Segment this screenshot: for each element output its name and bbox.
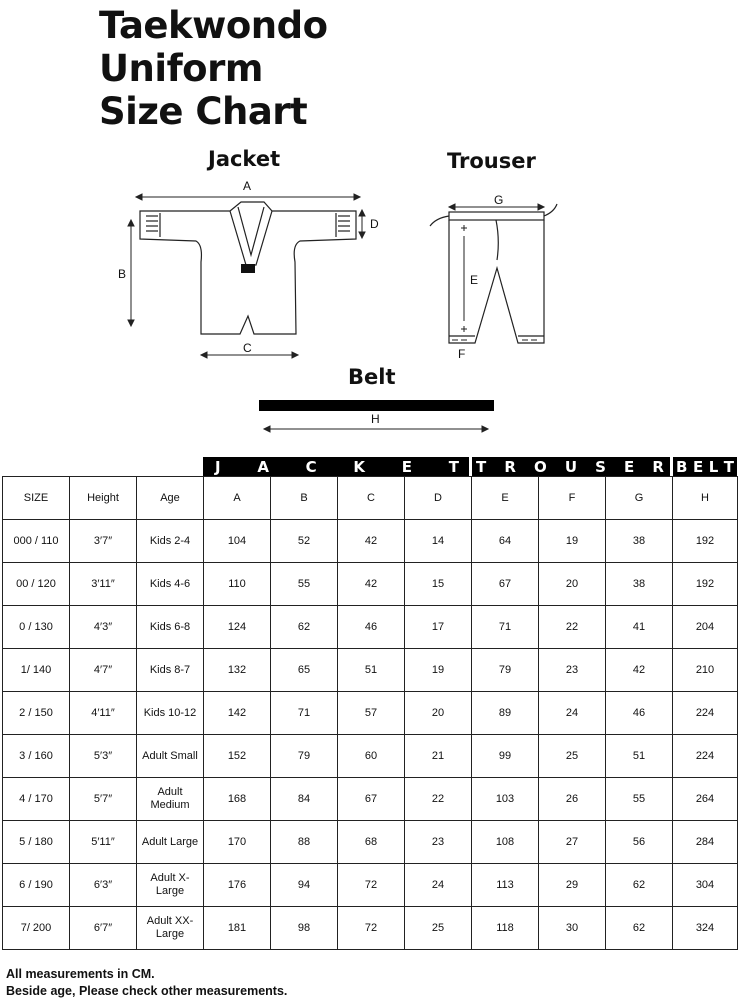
table-cell: 181 xyxy=(204,907,271,950)
table-cell: 79 xyxy=(271,735,338,778)
trouser-header-letter: O xyxy=(533,457,547,476)
trouser-header-letter: S xyxy=(595,457,606,476)
trouser-header-letter: R xyxy=(652,457,664,476)
table-cell: 104 xyxy=(204,520,271,563)
table-cell: 4′11″ xyxy=(70,692,137,735)
dim-label-b: B xyxy=(118,267,127,281)
table-cell: Adult X- Large xyxy=(137,864,204,907)
table-cell: 65 xyxy=(271,649,338,692)
belt-header-letter: E xyxy=(692,457,704,476)
table-cell: 6′3″ xyxy=(70,864,137,907)
table-cell: 3′11″ xyxy=(70,563,137,606)
table-row xyxy=(3,821,738,864)
table-cell: 67 xyxy=(338,778,405,821)
table-cell: 67 xyxy=(472,563,539,606)
table-cell: 1/ 140 xyxy=(3,649,70,692)
dim-label-e: E xyxy=(470,273,479,287)
table-cell: 324 xyxy=(673,907,738,950)
table-cell: 56 xyxy=(606,821,673,864)
table-row xyxy=(3,778,738,821)
table-cell: Kids 6-8 xyxy=(137,606,204,649)
table-cell: 25 xyxy=(405,907,472,950)
table-cell: 14 xyxy=(405,520,472,563)
belt-header-letter: L xyxy=(708,457,719,476)
table-cell: 4′7″ xyxy=(70,649,137,692)
column-header: A xyxy=(204,477,271,520)
table-cell: 19 xyxy=(539,520,606,563)
table-cell: 118 xyxy=(472,907,539,950)
dim-label-g: G xyxy=(494,193,504,207)
table-row xyxy=(3,649,738,692)
table-cell: 84 xyxy=(271,778,338,821)
jacket-header-letter: A xyxy=(257,457,269,476)
belt-bar xyxy=(259,400,494,411)
jacket-header-letter: T xyxy=(448,457,459,476)
belt-header-letter: B xyxy=(676,457,688,476)
trouser-label: Trouser xyxy=(447,149,536,173)
table-cell: 108 xyxy=(472,821,539,864)
table-cell: 132 xyxy=(204,649,271,692)
table-cell: 24 xyxy=(405,864,472,907)
table-cell: 224 xyxy=(673,692,738,735)
table-cell: 38 xyxy=(606,520,673,563)
table-cell: Kids 2-4 xyxy=(137,520,204,563)
dim-label-d: D xyxy=(370,217,379,231)
trouser-group-header xyxy=(472,457,670,476)
table-cell: 30 xyxy=(539,907,606,950)
table-cell: 27 xyxy=(539,821,606,864)
column-header: Age xyxy=(137,477,204,520)
table-cell: 24 xyxy=(539,692,606,735)
table-cell: 51 xyxy=(338,649,405,692)
footnote-age: Beside age, Please check other measurements. xyxy=(6,984,288,998)
table-cell: 89 xyxy=(472,692,539,735)
table-cell: 5′11″ xyxy=(70,821,137,864)
table-cell: 55 xyxy=(606,778,673,821)
dim-label-h: H xyxy=(371,412,380,426)
table-cell: 46 xyxy=(606,692,673,735)
table-cell: 57 xyxy=(338,692,405,735)
jacket-belt-knot xyxy=(241,264,255,273)
table-cell: 210 xyxy=(673,649,738,692)
belt-label: Belt xyxy=(348,365,396,389)
table-cell: 0 / 130 xyxy=(3,606,70,649)
table-row xyxy=(3,907,738,950)
table-cell: 4 / 170 xyxy=(3,778,70,821)
table-cell: 25 xyxy=(539,735,606,778)
table-cell: 72 xyxy=(338,907,405,950)
table-cell: 41 xyxy=(606,606,673,649)
table-cell: Kids 4-6 xyxy=(137,563,204,606)
table-cell: 6 / 190 xyxy=(3,864,70,907)
table-cell: 98 xyxy=(271,907,338,950)
table-cell: 5′3″ xyxy=(70,735,137,778)
table-cell: 168 xyxy=(204,778,271,821)
trouser-details xyxy=(452,225,537,340)
column-header: E xyxy=(472,477,539,520)
size-chart-table xyxy=(2,476,738,950)
jacket-header-letter: J xyxy=(215,457,221,476)
table-cell: 38 xyxy=(606,563,673,606)
title-line-3: Size Chart xyxy=(99,90,308,133)
table-cell: 142 xyxy=(204,692,271,735)
trouser-header-letter: R xyxy=(504,457,516,476)
table-cell: 264 xyxy=(673,778,738,821)
trouser-drawing xyxy=(430,204,557,343)
table-cell: 7/ 200 xyxy=(3,907,70,950)
header-row xyxy=(3,477,738,520)
table-cell: 88 xyxy=(271,821,338,864)
trouser-header-letter: E xyxy=(624,457,635,476)
table-cell: 000 / 110 xyxy=(3,520,70,563)
table-row xyxy=(3,692,738,735)
table-cell: Adult Large xyxy=(137,821,204,864)
table-cell: 152 xyxy=(204,735,271,778)
title-line-2: Uniform xyxy=(99,47,263,90)
column-header: C xyxy=(338,477,405,520)
table-cell: 71 xyxy=(472,606,539,649)
table-cell: 124 xyxy=(204,606,271,649)
footnote-units: All measurements in CM. xyxy=(6,967,155,981)
table-cell: Adult Small xyxy=(137,735,204,778)
table-cell: 26 xyxy=(539,778,606,821)
table-cell: 22 xyxy=(539,606,606,649)
table-cell: Adult XX- Large xyxy=(137,907,204,950)
table-cell: 103 xyxy=(472,778,539,821)
table-row xyxy=(3,520,738,563)
table-cell: 46 xyxy=(338,606,405,649)
table-cell: 55 xyxy=(271,563,338,606)
table-cell: 2 / 150 xyxy=(3,692,70,735)
table-cell: 113 xyxy=(472,864,539,907)
table-cell: Kids 8-7 xyxy=(137,649,204,692)
table-cell: 17 xyxy=(405,606,472,649)
table-cell: 192 xyxy=(673,563,738,606)
table-cell: 3′7″ xyxy=(70,520,137,563)
column-header: H xyxy=(673,477,738,520)
jacket-header-letter: C xyxy=(305,457,317,476)
table-row xyxy=(3,864,738,907)
trouser-header-letter: U xyxy=(564,457,578,476)
jacket-group-header xyxy=(203,457,469,476)
jacket-header-letter: K xyxy=(353,457,366,476)
table-cell: 42 xyxy=(606,649,673,692)
table-cell: 192 xyxy=(673,520,738,563)
table-cell: 23 xyxy=(405,821,472,864)
title-line-1: Taekwondo xyxy=(99,4,328,47)
table-cell: 62 xyxy=(271,606,338,649)
table-cell: 6′7″ xyxy=(70,907,137,950)
dim-label-a: A xyxy=(243,179,252,193)
belt-header-letter: T xyxy=(723,457,734,476)
jacket-label: Jacket xyxy=(208,147,281,171)
table-cell: 99 xyxy=(472,735,539,778)
table-cell: 51 xyxy=(606,735,673,778)
belt-dimension-arrow xyxy=(264,426,488,432)
column-header: D xyxy=(405,477,472,520)
trouser-header-letter: T xyxy=(476,457,487,476)
table-cell: Kids 10-12 xyxy=(137,692,204,735)
dim-label-c: C xyxy=(243,341,252,355)
table-cell: 00 / 120 xyxy=(3,563,70,606)
table-cell: 22 xyxy=(405,778,472,821)
table-cell: 72 xyxy=(338,864,405,907)
table-cell: 304 xyxy=(673,864,738,907)
column-header: Height xyxy=(70,477,137,520)
table-cell: 21 xyxy=(405,735,472,778)
table-cell: 284 xyxy=(673,821,738,864)
table-cell: 5 / 180 xyxy=(3,821,70,864)
jacket-dimension-arrows xyxy=(128,194,365,358)
table-cell: 60 xyxy=(338,735,405,778)
table-cell: 42 xyxy=(338,563,405,606)
column-header: F xyxy=(539,477,606,520)
table-row xyxy=(3,606,738,649)
table-cell: 19 xyxy=(405,649,472,692)
table-cell: 94 xyxy=(271,864,338,907)
column-header: B xyxy=(271,477,338,520)
dim-label-f: F xyxy=(458,347,466,361)
belt-group-header xyxy=(673,457,737,476)
table-cell: 3 / 160 xyxy=(3,735,70,778)
table-cell: 62 xyxy=(606,907,673,950)
table-cell: 64 xyxy=(472,520,539,563)
table-cell: 204 xyxy=(673,606,738,649)
jacket-header-letter: E xyxy=(401,457,413,476)
table-cell: 71 xyxy=(271,692,338,735)
table-cell: 110 xyxy=(204,563,271,606)
table-cell: 20 xyxy=(405,692,472,735)
table-cell: 42 xyxy=(338,520,405,563)
table-cell: 5′7″ xyxy=(70,778,137,821)
table-row xyxy=(3,735,738,778)
table-cell: Adult Medium xyxy=(137,778,204,821)
column-header: G xyxy=(606,477,673,520)
table-cell: 15 xyxy=(405,563,472,606)
table-cell: 176 xyxy=(204,864,271,907)
table-cell: 68 xyxy=(338,821,405,864)
table-cell: 62 xyxy=(606,864,673,907)
table-cell: 20 xyxy=(539,563,606,606)
table-cell: 4′3″ xyxy=(70,606,137,649)
table-cell: 52 xyxy=(271,520,338,563)
table-cell: 79 xyxy=(472,649,539,692)
table-cell: 23 xyxy=(539,649,606,692)
table-row xyxy=(3,563,738,606)
table-cell: 170 xyxy=(204,821,271,864)
table-cell: 224 xyxy=(673,735,738,778)
table-cell: 29 xyxy=(539,864,606,907)
column-header: SIZE xyxy=(3,477,70,520)
